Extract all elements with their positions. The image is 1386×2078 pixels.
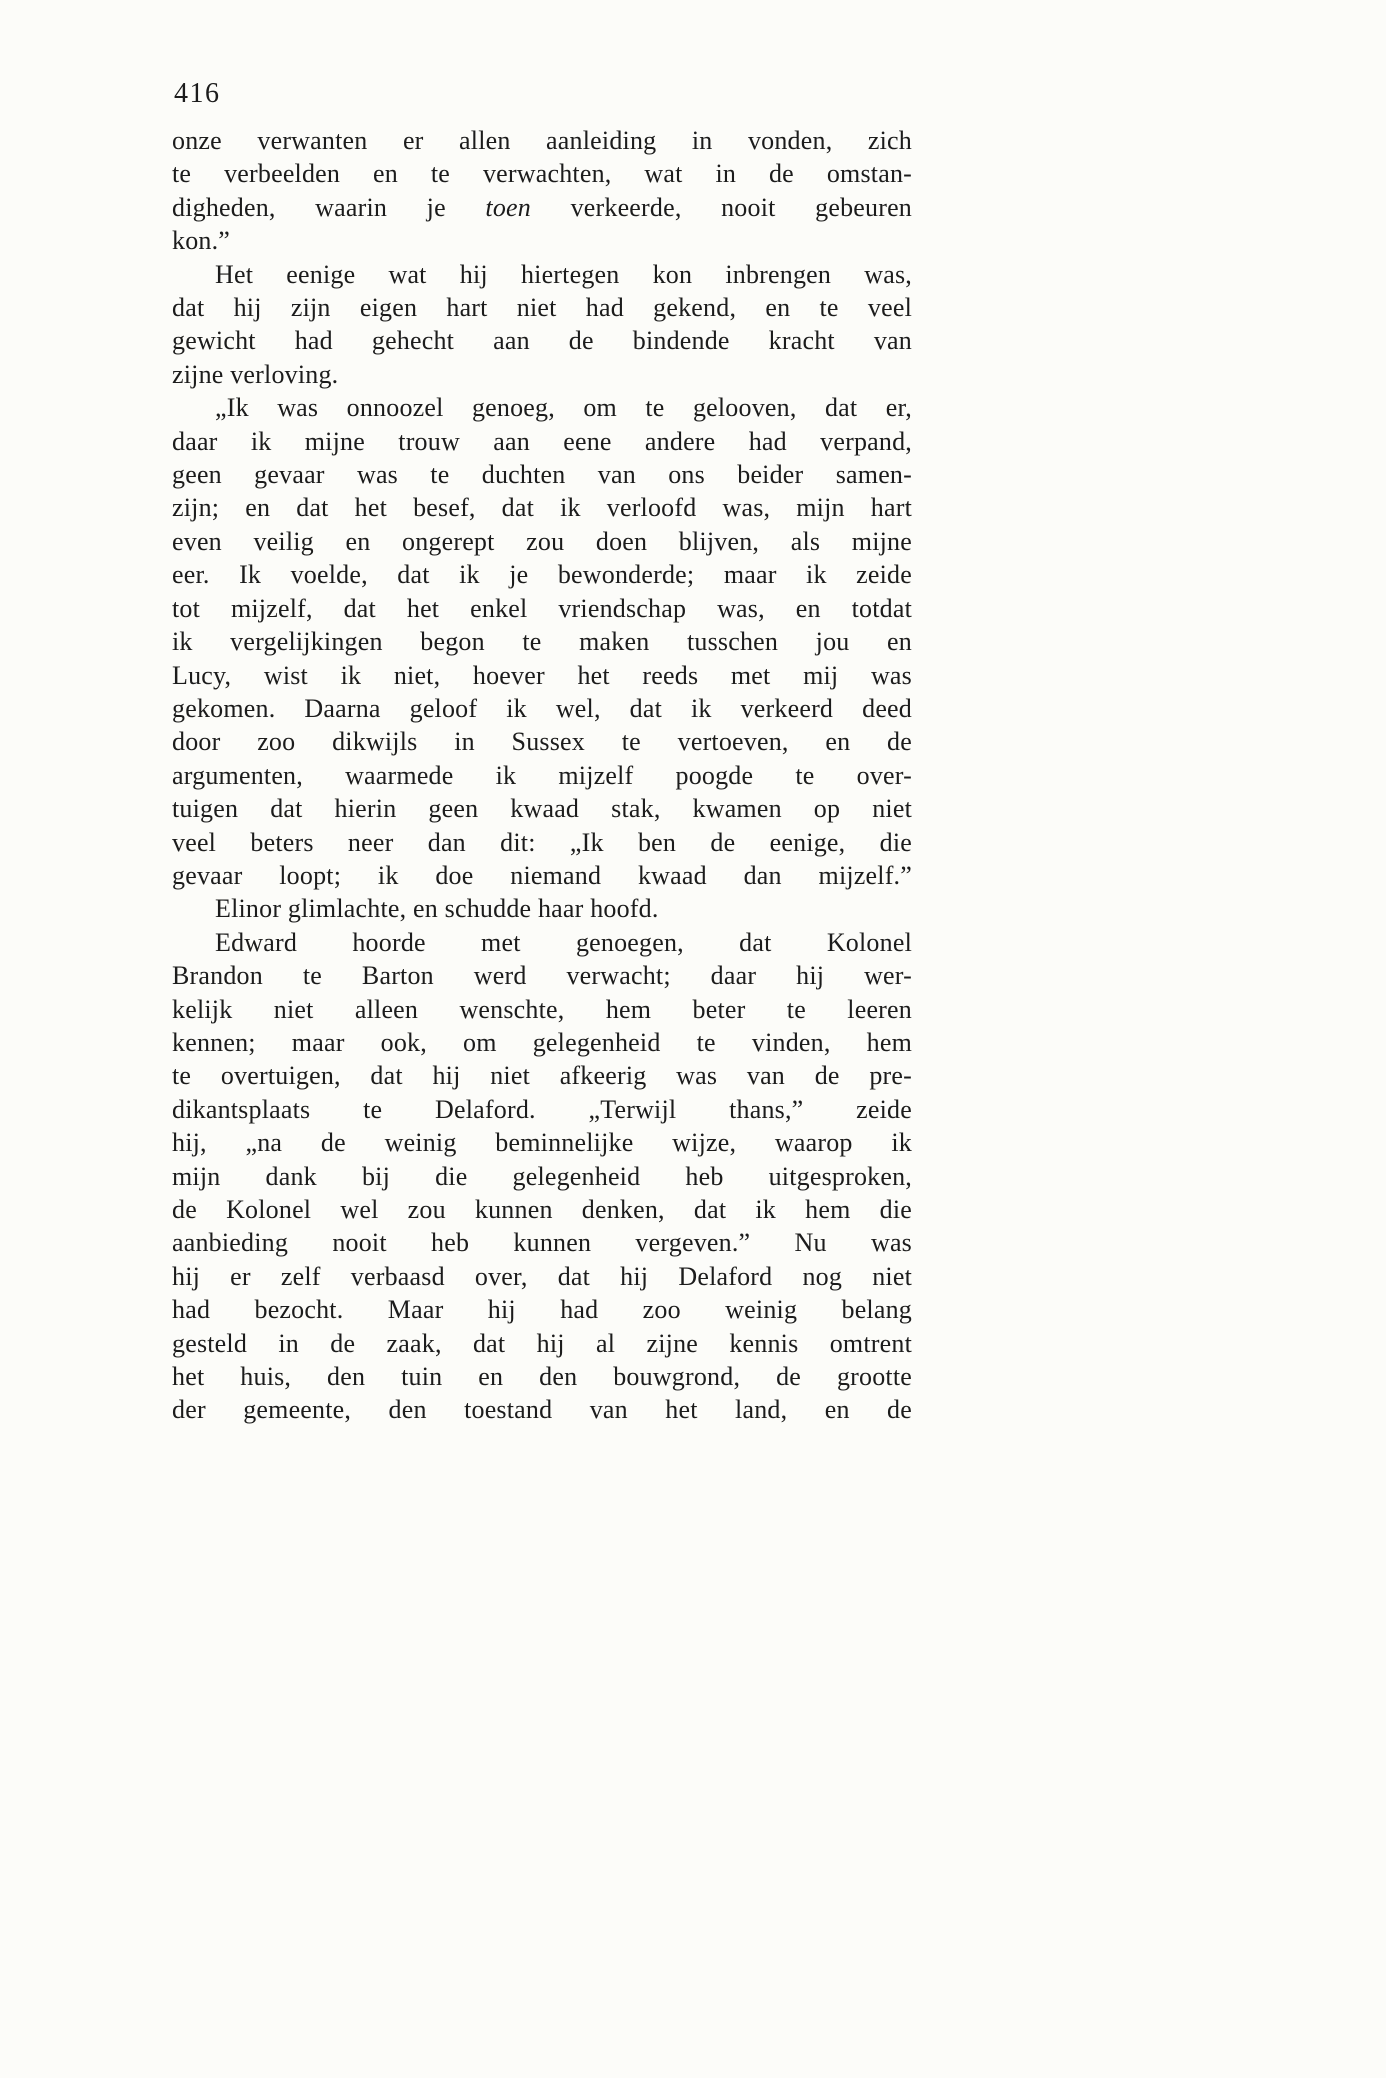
- text-run: dat hij zijn eigen hart niet had gekend, en te veel: [172, 293, 912, 323]
- text-run: zijn; en dat het besef, dat ik verloofd was, mijn hart: [172, 493, 912, 523]
- text-run: hij, „na de weinig beminnelijke wijze, waarop ik: [172, 1128, 912, 1158]
- text-line: [172, 592, 912, 625]
- text-line: [172, 859, 912, 892]
- text-run: kon.”: [172, 226, 231, 256]
- text-line: [172, 157, 912, 190]
- text-run: even veilig en ongerept zou doen blijven, als mijne: [172, 526, 912, 556]
- text-line: [172, 993, 912, 1026]
- text-line: [172, 959, 912, 992]
- text-run: mijn dank bij die gelegenheid heb uitgesproken,: [172, 1161, 912, 1191]
- text-run: Edward hoorde met genoegen, dat Kolonel: [215, 927, 912, 957]
- text-line: [172, 792, 912, 825]
- text-run: onze verwanten er allen aanleiding in vonden, zich: [172, 126, 912, 155]
- text-run: te overtuigen, dat hij niet afkeerig was van de pre-: [172, 1061, 912, 1091]
- text-run: digheden, waarin je: [172, 192, 486, 222]
- text-run: ik vergelijkingen begon te maken tusschen jou en: [172, 627, 912, 657]
- text-line: [172, 659, 912, 692]
- text-line: [172, 1360, 912, 1393]
- text-line: [172, 725, 912, 758]
- text-run: tot mijzelf, dat het enkel vriendschap was, en totdat: [172, 593, 912, 623]
- text-line: [172, 1026, 912, 1059]
- text-line: [172, 1327, 912, 1360]
- text-run: gekomen. Daarna geloof ik wel, dat ik verkeerd deed: [172, 693, 912, 723]
- text-run: gewicht had gehecht aan de bindende kracht van: [172, 326, 912, 356]
- paragraph: [172, 391, 912, 892]
- text-line: [172, 1193, 912, 1226]
- text-line: [172, 892, 912, 925]
- text-line: [172, 1293, 912, 1326]
- text-run: „Ik was onnoozel genoeg, om te gelooven, dat er,: [215, 393, 912, 423]
- text-line: [172, 1260, 912, 1293]
- text-run: Brandon te Barton werd verwacht; daar hij wer-: [172, 961, 912, 991]
- text-line: [172, 291, 912, 324]
- text-run: dikantsplaats te Delaford. „Terwijl thans,” zeide: [172, 1094, 912, 1124]
- text-line: [172, 258, 912, 291]
- text-line: [172, 625, 912, 658]
- text-line: [172, 1093, 912, 1126]
- text-line: [172, 826, 912, 859]
- text-run: Lucy, wist ik niet, hoever het reeds met mij was: [172, 660, 912, 690]
- paragraph: [172, 926, 912, 1427]
- paragraph: [172, 124, 912, 258]
- text-run: het huis, den tuin en den bouwgrond, de grootte: [172, 1362, 912, 1392]
- text-line: [172, 358, 912, 391]
- text-run: Elinor glimlachte, en schudde haar hoofd.: [215, 894, 659, 924]
- text-line: [172, 926, 912, 959]
- text-line: [172, 491, 912, 524]
- text-run: daar ik mijne trouw aan eene andere had verpand,: [172, 426, 912, 456]
- text-block: [172, 124, 912, 1427]
- text-run: geen gevaar was te duchten van ons beider samen-: [172, 460, 912, 490]
- text-line: [172, 1393, 912, 1426]
- text-line: [172, 124, 912, 157]
- page-number: 416: [174, 78, 221, 109]
- text-run: zijne verloving.: [172, 359, 339, 389]
- text-run: de Kolonel wel zou kunnen denken, dat ik hem die: [172, 1195, 912, 1224]
- text-line: [172, 759, 912, 792]
- text-run: argumenten, waarmede ik mijzelf poogde te over-: [172, 760, 912, 790]
- text-run: hij er zelf verbaasd over, dat hij Delaford nog niet: [172, 1261, 912, 1291]
- text-run: kennen; maar ook, om gelegenheid te vinden, hem: [172, 1027, 912, 1057]
- text-run: der gemeente, den toestand van het land, en de: [172, 1395, 912, 1425]
- text-line: [172, 458, 912, 491]
- text-line: [172, 525, 912, 558]
- text-run: aanbieding nooit heb kunnen vergeven.” Nu was: [172, 1228, 912, 1258]
- text-line: [172, 224, 912, 257]
- text-run: gesteld in de zaak, dat hij al zijne kennis omtrent: [172, 1328, 912, 1358]
- text-run: door zoo dikwijls in Sussex te vertoeven, en de: [172, 727, 912, 757]
- text-run: gevaar loopt; ik doe niemand kwaad dan mijzelf.”: [172, 860, 912, 890]
- text-run: Het eenige wat hij hiertegen kon inbrengen was,: [215, 259, 912, 289]
- italic-text-run: toen: [485, 192, 531, 222]
- text-run: verkeerde, nooit gebeuren: [531, 192, 913, 222]
- text-line: [172, 191, 912, 224]
- text-run: eer. Ik voelde, dat ik je bewonderde; maar ik zeide: [172, 560, 912, 590]
- text-line: [172, 425, 912, 458]
- text-line: [172, 1059, 912, 1092]
- text-line: [172, 324, 912, 357]
- paragraph: [172, 892, 912, 925]
- text-run: te verbeelden en te verwachten, wat in de omstan-: [172, 159, 912, 189]
- text-line: [172, 692, 912, 725]
- text-line: [172, 391, 912, 424]
- text-line: [172, 1226, 912, 1259]
- text-line: [172, 1160, 912, 1193]
- text-run: veel beters neer dan dit: „Ik ben de eenige, die: [172, 827, 912, 857]
- text-line: [172, 1126, 912, 1159]
- paragraph: [172, 258, 912, 392]
- text-line: [172, 558, 912, 591]
- text-run: had bezocht. Maar hij had zoo weinig belang: [172, 1295, 912, 1325]
- text-run: tuigen dat hierin geen kwaad stak, kwamen op niet: [172, 794, 912, 824]
- text-run: kelijk niet alleen wenschte, hem beter te leeren: [172, 994, 912, 1024]
